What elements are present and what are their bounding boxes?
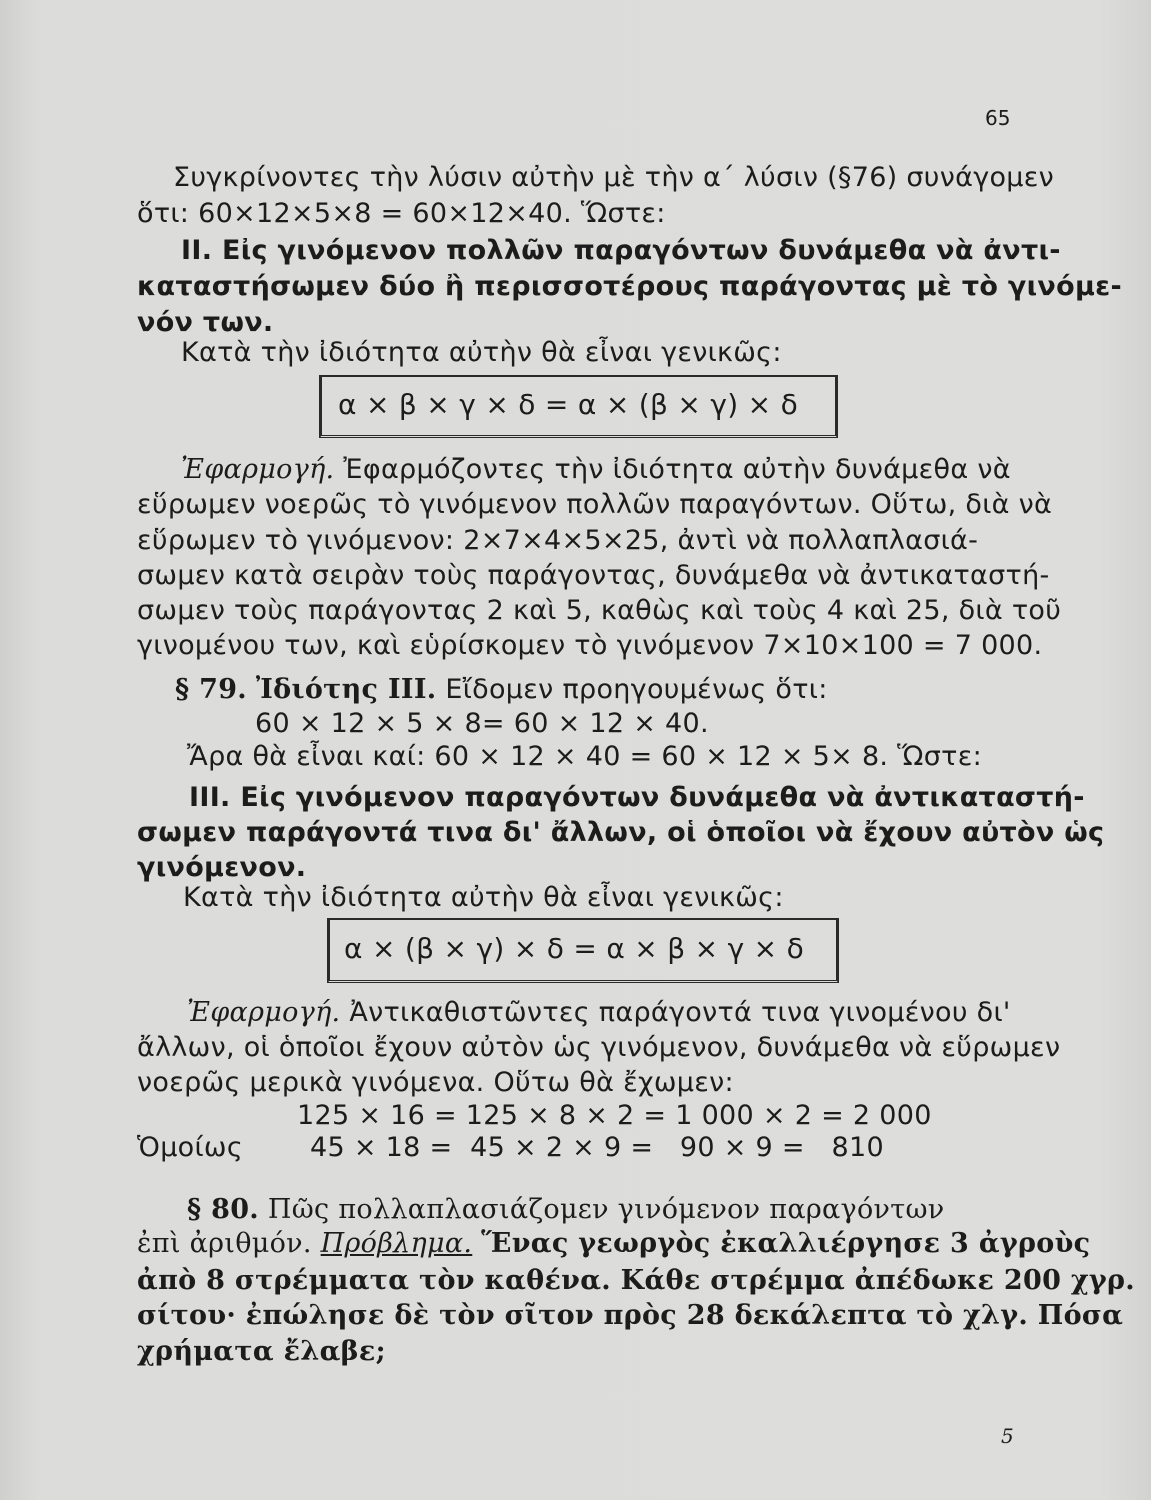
equation: 125 × 16 = 125 × 8 × 2 = 1 000 × 2 = 2 000 [297,1100,932,1131]
property-number: III. [189,782,231,813]
formula: α × β × γ × δ = α × (β × γ) × δ [338,388,799,421]
text-line: Κατὰ τὴν ἰδιότητα αὐτὴν θὰ εἶναι γενικῶς: [183,882,784,913]
text-line: σωμεν κατὰ σειρὰν τοὺς παράγοντας, δυνάμεθα νὰ ἀντικαταστή- [137,560,1050,591]
signature-mark: 5 [1001,1424,1014,1448]
equation: 60 × 12 × 5 × 8= 60 × 12 × 40. [255,708,709,739]
problem-text: Ἕνας γεωργὸς ἐκαλλιέργησε 3 ἀγροὺς [481,1228,1091,1259]
section-heading [175,672,828,708]
application-label: Ἐφαρμογή. [181,454,335,485]
equation: Ἄρα θὰ εἶναι καί: 60 × 12 × 40 = 60 × 12 × 5× 8. Ὥστε: [187,741,982,772]
problem-text: χρήματα ἔλαβε; [137,1336,386,1367]
problem-text: ἀπὸ 8 στρέμματα τὸν καθένα. Κάθε στρέμμα ἀπέδωκε 200 χγρ. [137,1265,1136,1296]
text-line: Συγκρίνοντες τὴν λύσιν αὐτὴν μὲ τὴν α΄ λύσιν (§76) συνάγομεν [173,162,1055,193]
application-text: Ἀντικαθιστῶντες παράγοντά τινα γινομένου δι' [349,997,1011,1028]
problem-text: σίτου· ἐπώλησε δὲ τὸν σῖτον πρὸς 28 δεκάλεπτα τὸ χλγ. Πόσα [137,1300,1124,1331]
section-number: § 80. [187,1194,259,1225]
application-text: Ἐφαρμόζοντες τὴν ἰδιότητα αὐτὴν δυνάμεθα νὰ [343,454,1011,485]
property-text: γινόμενον. [137,852,307,883]
section-title-cont [137,1226,1090,1262]
property-text: σωμεν παράγοντά τινα δι' ἄλλων, οἱ ὁποῖοι νὰ ἔχουν αὐτὸν ὡς [137,817,1105,848]
formula: α × (β × γ) × δ = α × β × γ × δ [344,932,805,965]
property-number: II. [181,235,213,266]
application-line [181,452,1011,488]
text-line: γινομένου των, καὶ εὑρίσκομεν τὸ γινόμενον 7×10×100 = 7 000. [137,630,1043,661]
problem-label: Πρόβλημα. [320,1228,473,1259]
property-heading [189,780,1085,816]
text-line: εὕρωμεν νοερῶς τὸ γινόμενον πολλῶν παραγόντων. Οὕτω, διὰ νὰ [137,489,1053,520]
text-line: νοερῶς μερικὰ γινόμενα. Οὕτω θὰ ἔχωμεν: [137,1067,734,1098]
section-text: Εἴδομεν προηγουμένως ὅτι: [445,674,828,705]
section-heading [187,1192,945,1228]
equation: 45 × 18 = 45 × 2 × 9 = 90 × 9 = 810 [310,1132,884,1163]
section-number: § 79. [175,674,247,705]
property-text: καταστήσωμεν δύο ἢ περισσοτέρους παράγοντας μὲ τὸ γινόμε- [137,271,1122,302]
property-text: Εἰς γινόμενον πολλῶν παραγόντων δυνάμεθα νὰ ἀντι- [221,235,1061,266]
property-heading [181,233,1061,269]
section-title: Πῶς πολλαπλασιάζομεν γινόμενον παραγόντων [267,1194,945,1225]
section-title: ἐπὶ ἀριθμόν. [137,1228,312,1259]
text-line: ὅτι: 60×12×5×8 = 60×12×40. Ὥστε: [137,198,666,229]
text-line: Κατὰ τὴν ἰδιότητα αὐτὴν θὰ εἶναι γενικῶς: [181,337,782,368]
application-line [187,995,1011,1031]
text-line: σωμεν τοὺς παράγοντας 2 καὶ 5, καθὼς καὶ τοὺς 4 καὶ 25, διὰ τοῦ [137,595,1062,626]
property-text: νόν των. [137,307,274,338]
text-line: εὕρωμεν τὸ γινόμενον: 2×7×4×5×25, ἀντὶ νὰ πολλαπλασιά- [137,525,979,556]
text-line: ἄλλων, οἱ ὁποῖοι ἔχουν αὐτὸν ὡς γινόμενον, δυνάμεθα νὰ εὕρωμεν [137,1032,1061,1063]
similarly-label: Ὁμοίως [137,1132,243,1163]
property-text: Εἰς γινόμενον παραγόντων δυνάμεθα νὰ ἀντικαταστή- [240,782,1085,813]
formula-box [327,918,839,983]
formula-box [319,375,838,438]
section-title: Ἰδιότης III. [255,674,437,705]
page-number: 65 [985,106,1011,130]
application-label: Ἐφαρμογή. [187,997,341,1028]
